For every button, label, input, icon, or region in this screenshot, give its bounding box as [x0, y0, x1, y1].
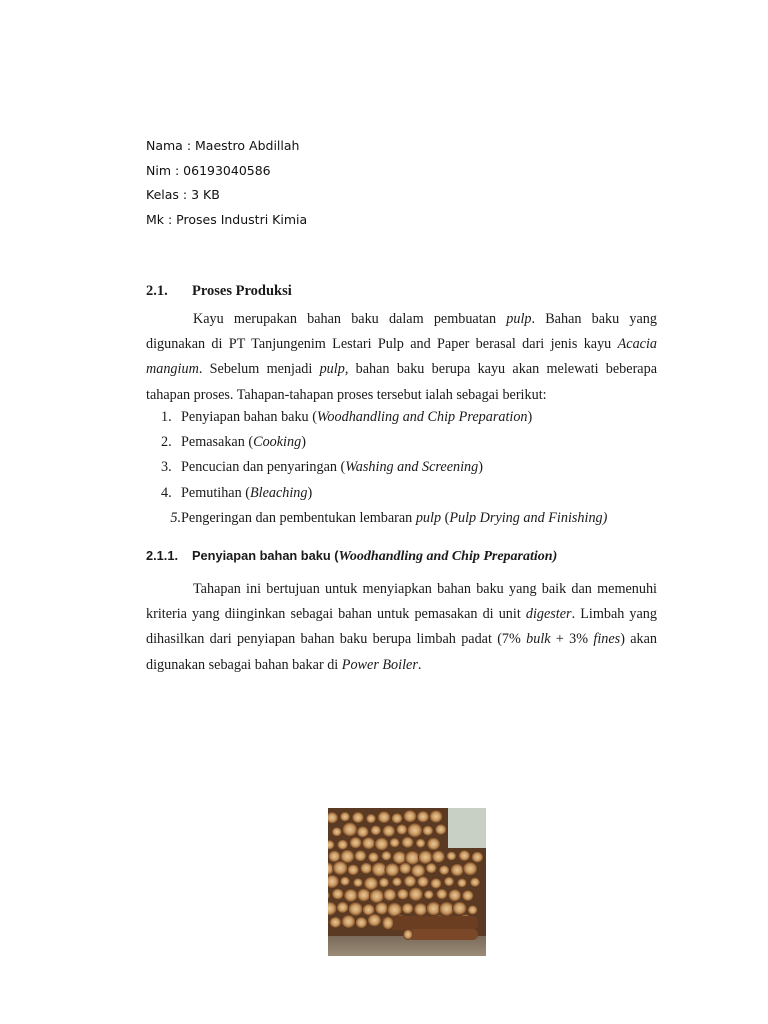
log-end [392, 877, 402, 887]
para-italic: bulk [526, 631, 551, 648]
log-end [332, 827, 342, 837]
log-end [348, 902, 363, 917]
para-italic: pulp [319, 361, 345, 378]
log-end [342, 822, 358, 837]
log-end [336, 901, 349, 913]
log-end [430, 878, 442, 889]
list-text: Penyiapan bahan baku ( [181, 409, 317, 425]
log-end [470, 877, 481, 887]
list-text: Pemasakan ( [181, 434, 254, 451]
log-end [401, 903, 413, 915]
log-end [379, 877, 390, 887]
log-end [354, 850, 367, 862]
subsection-heading [146, 548, 557, 565]
list-italic: Pulp Drying and Finishing) [449, 509, 608, 526]
log-end [458, 850, 470, 862]
list-item [146, 455, 686, 480]
list-number: 2. [161, 434, 172, 451]
para-text: , bahan baku berupa kayu akan melewati beberapa tahapan proses. Tahapan-tahapan proses tersebut ialah sebagai berikut: [146, 361, 657, 403]
list-text: ) [527, 409, 533, 425]
course-name: Mk : Proses Industri Kimia [146, 211, 308, 227]
log-end [357, 888, 371, 902]
log-end [344, 889, 359, 903]
log-end [370, 825, 381, 836]
para-text: Tahapan ini bertujuan untuk menyiapkan bahan baku yang baik dan memenuhi kriteria yang diinginkan sebagai bahan untuk pemasakan di unit [146, 581, 657, 623]
para-text: Kayu merupakan bahan baku dalam pembuatan [193, 311, 507, 327]
log-end [439, 865, 450, 875]
log-end [340, 812, 351, 822]
log-end [368, 852, 379, 863]
log-end [452, 901, 467, 915]
log-end [360, 862, 373, 874]
log-end [422, 825, 433, 836]
log-end [463, 862, 478, 876]
log-end [448, 889, 462, 902]
list-italic: Washing and Screening [345, 459, 479, 476]
log-end [416, 838, 426, 848]
log-pile-image [328, 808, 486, 956]
list-number: 5. [170, 509, 181, 526]
para-text: . Limbah yang dihasilkan dari penyiapan bahan baku berupa limbah padat (7% [146, 606, 657, 648]
para-italic: Acacia mangium [146, 336, 657, 378]
list-number: 1. [161, 409, 172, 425]
log-end [366, 814, 376, 824]
list-text: Pengeringan dan pembentukan lembaran [181, 509, 416, 526]
log-end [424, 890, 434, 900]
list-number: 4. [161, 484, 172, 501]
list-italic: Cooking [253, 434, 302, 451]
log-end [417, 811, 430, 823]
log-end [355, 917, 368, 929]
log-end [436, 889, 448, 900]
log-end [403, 810, 417, 823]
log-end [353, 878, 363, 888]
log-end [407, 823, 423, 838]
subsection-title-italic: Woodhandling and Chip Preparation) [338, 549, 558, 564]
list-item [146, 405, 686, 430]
log-end [337, 839, 348, 850]
log-end [375, 902, 389, 915]
log-end [408, 887, 423, 902]
list-item [146, 481, 686, 506]
log-end [427, 837, 441, 850]
para-text: + 3% [550, 631, 594, 648]
log-end [349, 837, 362, 849]
log-end [418, 850, 433, 864]
log-end [383, 888, 397, 901]
list-italic: pulp [415, 509, 442, 526]
process-list [146, 405, 686, 531]
log-end [457, 878, 467, 888]
log-end [389, 838, 400, 848]
para-text: . [417, 656, 422, 673]
log-end [340, 876, 350, 886]
para-italic: pulp [506, 311, 532, 327]
log-end [352, 812, 365, 824]
para-italic: fines [593, 631, 621, 648]
student-nim: Nim : 06193040586 [146, 162, 271, 178]
section-title: Proses Produksi [192, 283, 292, 299]
log-end [369, 889, 385, 904]
para-text: ) akan digunakan sebagai bahan bakar di [146, 631, 657, 673]
log-end [467, 905, 477, 915]
list-text: Pencucian dan penyaringan ( [181, 459, 346, 476]
para-italic: Power Boiler [341, 656, 418, 673]
log-pile-photo [328, 808, 486, 956]
student-info [146, 136, 307, 234]
log-end [332, 888, 344, 900]
list-italic: Woodhandling and Chip Preparation [316, 409, 528, 425]
log-end [385, 863, 400, 877]
list-text: ) [307, 484, 313, 501]
subsection-title: Penyiapan bahan baku ( [192, 548, 339, 563]
log-end [401, 836, 414, 848]
log-end [435, 824, 447, 835]
list-text: Pemutihan ( [181, 484, 250, 501]
log-end [432, 850, 446, 863]
list-italic: Bleaching [249, 484, 308, 501]
subsection-paragraph [146, 577, 657, 678]
student-name: Nama : Maestro Abdillah [146, 138, 300, 153]
para-text: . Sebelum menjadi [198, 361, 320, 378]
log-end [414, 903, 428, 917]
list-text: ( [441, 509, 450, 526]
log-end [381, 851, 392, 861]
list-text: ) [301, 434, 306, 451]
section-heading [146, 283, 292, 300]
log-end [446, 851, 456, 861]
log-end [332, 861, 348, 876]
log-end [391, 813, 403, 824]
log-end [397, 888, 409, 900]
log-end [341, 915, 356, 929]
log-end [399, 862, 412, 874]
log-end [411, 864, 426, 878]
log-end [347, 864, 359, 876]
para-text: . Bahan baku yang digunakan di PT Tanjungenim Lestari Pulp and Paper berasal dari jenis kayu [146, 311, 657, 353]
student-class: Kelas : 3 KB [146, 187, 220, 202]
list-item [146, 430, 686, 455]
list-text: ) [478, 459, 483, 476]
log-end [471, 851, 483, 863]
log-end [396, 824, 408, 835]
log-end [425, 863, 437, 874]
log-end [429, 810, 443, 823]
log-end [417, 876, 429, 888]
log-end [367, 913, 381, 927]
list-number: 3. [161, 459, 172, 476]
section-paragraph [146, 307, 657, 408]
log-end [377, 811, 391, 824]
log-end [444, 876, 455, 886]
log-end [374, 837, 389, 851]
log-end [462, 890, 474, 902]
log-end [362, 837, 376, 850]
log-end [450, 863, 464, 876]
list-item [146, 506, 686, 531]
subsection-number: 2.1.1. [146, 548, 179, 563]
log-end [329, 916, 341, 928]
log-end [382, 825, 395, 838]
log-end [357, 826, 370, 838]
log-end [404, 875, 417, 887]
para-italic: digester [525, 606, 572, 623]
section-number: 2.1. [146, 283, 168, 299]
